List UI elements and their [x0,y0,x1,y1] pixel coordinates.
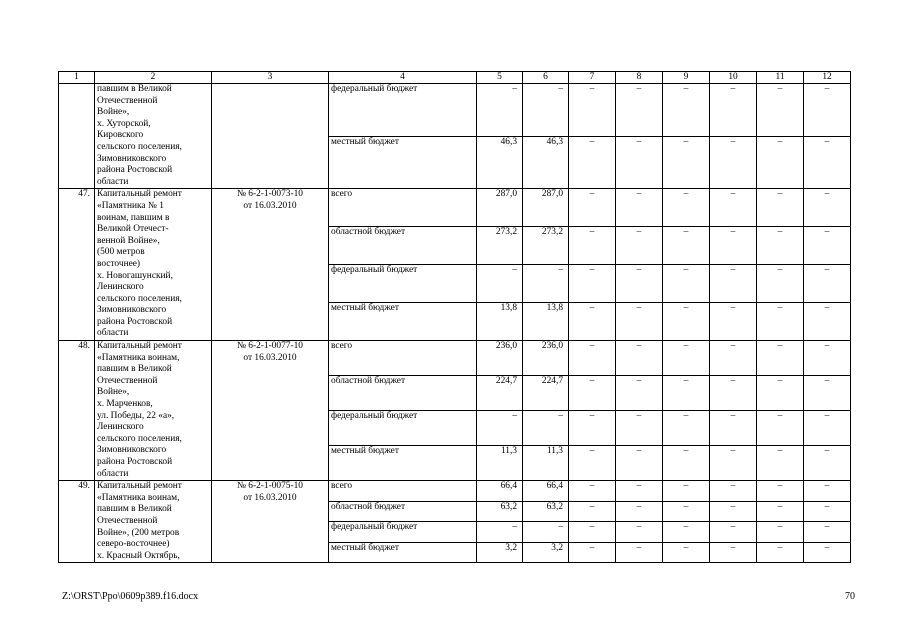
budget-table [58,71,851,563]
item-description-cell: Капитальный ремонт «Памятника № 1 воинам, павшим в Великой Отечест- венной Войне», (500 метров восточнее) х. Новогашунский, Ленинского сельского поселения, Зимовниковского района Ростовской области [95,189,212,341]
amount-later-year-cell: – [710,542,757,563]
amount-later-year-cell: – [710,522,757,543]
amount-later-year-cell: – [569,411,616,446]
column-number-cell: 7 [569,72,616,84]
amount-later-year-cell: – [804,446,851,481]
amount-year-cell: 236,0 [523,341,569,376]
amount-later-year-cell: – [710,341,757,376]
item-description-cell: Капитальный ремонт «Памятника воинам, павшим в Великой Отечественной Войне», (200 метров северо-восточнее) х. Красный Октябрь, [95,481,212,563]
amount-later-year-cell: – [569,446,616,481]
table-row [59,481,851,502]
amount-later-year-cell: – [569,136,616,189]
funding-source-cell: областной бюджет [329,227,477,265]
amount-total-cell: 3,2 [477,542,523,563]
item-description-cell: павшим в Великой Отечественной Войне», х. Хуторской, Кировского сельского поселения, Зимовниковского района Ростовской области [95,84,212,189]
amount-total-cell: 46,3 [477,136,523,189]
document-reference-cell: № 6-2-1-0075-10 от 16.03.2010 [212,481,329,563]
amount-total-cell: 273,2 [477,227,523,265]
amount-later-year-cell: – [757,84,804,137]
amount-later-year-cell: – [663,411,710,446]
amount-later-year-cell: – [616,376,663,411]
funding-source-cell: областной бюджет [329,501,477,522]
amount-total-cell: – [477,522,523,543]
amount-later-year-cell: – [757,265,804,303]
document-reference-cell: № 6-2-1-0073-10 от 16.03.2010 [212,189,329,341]
amount-later-year-cell: – [804,481,851,502]
amount-later-year-cell: – [663,376,710,411]
amount-later-year-cell: – [569,227,616,265]
column-number-cell: 3 [212,72,329,84]
amount-total-cell: 11,3 [477,446,523,481]
amount-year-cell: 63,2 [523,501,569,522]
amount-later-year-cell: – [757,189,804,227]
column-number-cell: 6 [523,72,569,84]
amount-later-year-cell: – [569,376,616,411]
amount-later-year-cell: – [710,265,757,303]
document-reference-cell [212,84,329,189]
funding-source-cell: федеральный бюджет [329,84,477,137]
amount-later-year-cell: – [663,227,710,265]
amount-year-cell: – [523,411,569,446]
amount-year-cell: 273,2 [523,227,569,265]
amount-later-year-cell: – [616,501,663,522]
amount-later-year-cell: – [757,446,804,481]
table-row [59,84,851,137]
funding-source-cell: местный бюджет [329,542,477,563]
amount-later-year-cell: – [616,227,663,265]
amount-later-year-cell: – [616,522,663,543]
amount-total-cell: – [477,84,523,137]
amount-later-year-cell: – [663,189,710,227]
amount-later-year-cell: – [757,411,804,446]
amount-later-year-cell: – [804,136,851,189]
item-number-cell: 47. [59,189,95,341]
funding-source-cell: областной бюджет [329,376,477,411]
amount-later-year-cell: – [710,227,757,265]
funding-source-cell: местный бюджет [329,303,477,341]
amount-later-year-cell: – [616,303,663,341]
funding-source-cell: всего [329,481,477,502]
amount-later-year-cell: – [710,481,757,502]
amount-later-year-cell: – [569,501,616,522]
amount-later-year-cell: – [804,376,851,411]
amount-later-year-cell: – [710,376,757,411]
amount-year-cell: 224,7 [523,376,569,411]
amount-later-year-cell: – [710,501,757,522]
amount-year-cell: – [523,84,569,137]
column-number-cell: 11 [757,72,804,84]
amount-year-cell: 46,3 [523,136,569,189]
funding-source-cell: всего [329,189,477,227]
amount-later-year-cell: – [757,542,804,563]
funding-source-cell: федеральный бюджет [329,411,477,446]
column-number-cell: 8 [616,72,663,84]
amount-later-year-cell: – [569,522,616,543]
amount-later-year-cell: – [663,522,710,543]
amount-total-cell: 224,7 [477,376,523,411]
table-row [59,341,851,376]
amount-later-year-cell: – [710,136,757,189]
funding-source-cell: федеральный бюджет [329,522,477,543]
amount-year-cell: 66,4 [523,481,569,502]
item-number-cell [59,84,95,189]
amount-later-year-cell: – [663,446,710,481]
amount-later-year-cell: – [804,542,851,563]
amount-later-year-cell: – [757,376,804,411]
funding-source-cell: всего [329,341,477,376]
amount-later-year-cell: – [804,411,851,446]
amount-later-year-cell: – [804,522,851,543]
amount-later-year-cell: – [804,265,851,303]
amount-later-year-cell: – [616,136,663,189]
column-number-row [59,72,851,84]
amount-year-cell: – [523,265,569,303]
amount-later-year-cell: – [804,227,851,265]
amount-later-year-cell: – [663,542,710,563]
amount-year-cell: 287,0 [523,189,569,227]
column-number-cell: 10 [710,72,757,84]
amount-year-cell: 3,2 [523,542,569,563]
amount-later-year-cell: – [710,84,757,137]
amount-total-cell: 13,8 [477,303,523,341]
amount-later-year-cell: – [616,411,663,446]
amount-later-year-cell: – [757,227,804,265]
amount-total-cell: 236,0 [477,341,523,376]
footer-page-number: 70 [845,591,855,602]
amount-later-year-cell: – [569,189,616,227]
amount-later-year-cell: – [663,303,710,341]
amount-later-year-cell: – [663,501,710,522]
column-number-cell: 1 [59,72,95,84]
amount-later-year-cell: – [616,189,663,227]
funding-source-cell: федеральный бюджет [329,265,477,303]
amount-later-year-cell: – [616,542,663,563]
amount-year-cell: 13,8 [523,303,569,341]
amount-later-year-cell: – [710,446,757,481]
amount-total-cell: 287,0 [477,189,523,227]
amount-later-year-cell: – [804,303,851,341]
amount-later-year-cell: – [616,341,663,376]
funding-source-cell: местный бюджет [329,446,477,481]
amount-later-year-cell: – [804,189,851,227]
funding-source-cell: местный бюджет [329,136,477,189]
amount-total-cell: 66,4 [477,481,523,502]
item-description-cell: Капитальный ремонт «Памятника воинам, павшим в Великой Отечественной Войне», х. Марченков, ул. Победы, 22 «а», Ленинского сельского поселения, Зимовниковского района Ростовской области [95,341,212,481]
amount-later-year-cell: – [804,84,851,137]
item-number-cell: 49. [59,481,95,563]
amount-later-year-cell: – [804,501,851,522]
amount-later-year-cell: – [757,522,804,543]
amount-later-year-cell: – [757,341,804,376]
amount-later-year-cell: – [569,303,616,341]
column-number-cell: 5 [477,72,523,84]
amount-later-year-cell: – [663,265,710,303]
amount-later-year-cell: – [804,341,851,376]
amount-total-cell: – [477,411,523,446]
footer-file-path: Z:\ORST\Ppo\0609p389.f16.docx [62,591,199,602]
amount-later-year-cell: – [616,446,663,481]
amount-later-year-cell: – [663,481,710,502]
amount-later-year-cell: – [663,84,710,137]
amount-later-year-cell: – [569,265,616,303]
amount-later-year-cell: – [757,481,804,502]
amount-later-year-cell: – [616,265,663,303]
table-row [59,189,851,227]
column-number-cell: 9 [663,72,710,84]
amount-later-year-cell: – [757,303,804,341]
amount-later-year-cell: – [569,341,616,376]
amount-later-year-cell: – [663,341,710,376]
amount-later-year-cell: – [569,481,616,502]
amount-later-year-cell: – [757,136,804,189]
amount-later-year-cell: – [616,84,663,137]
amount-later-year-cell: – [569,84,616,137]
amount-later-year-cell: – [757,501,804,522]
amount-later-year-cell: – [616,481,663,502]
amount-later-year-cell: – [710,411,757,446]
document-reference-cell: № 6-2-1-0077-10 от 16.03.2010 [212,341,329,481]
amount-later-year-cell: – [710,303,757,341]
amount-year-cell: – [523,522,569,543]
amount-total-cell: – [477,265,523,303]
amount-later-year-cell: – [710,189,757,227]
item-number-cell: 48. [59,341,95,481]
column-number-cell: 12 [804,72,851,84]
amount-year-cell: 11,3 [523,446,569,481]
column-number-cell: 4 [329,72,477,84]
table-body [59,72,851,563]
column-number-cell: 2 [95,72,212,84]
amount-later-year-cell: – [663,136,710,189]
amount-later-year-cell: – [569,542,616,563]
amount-total-cell: 63,2 [477,501,523,522]
